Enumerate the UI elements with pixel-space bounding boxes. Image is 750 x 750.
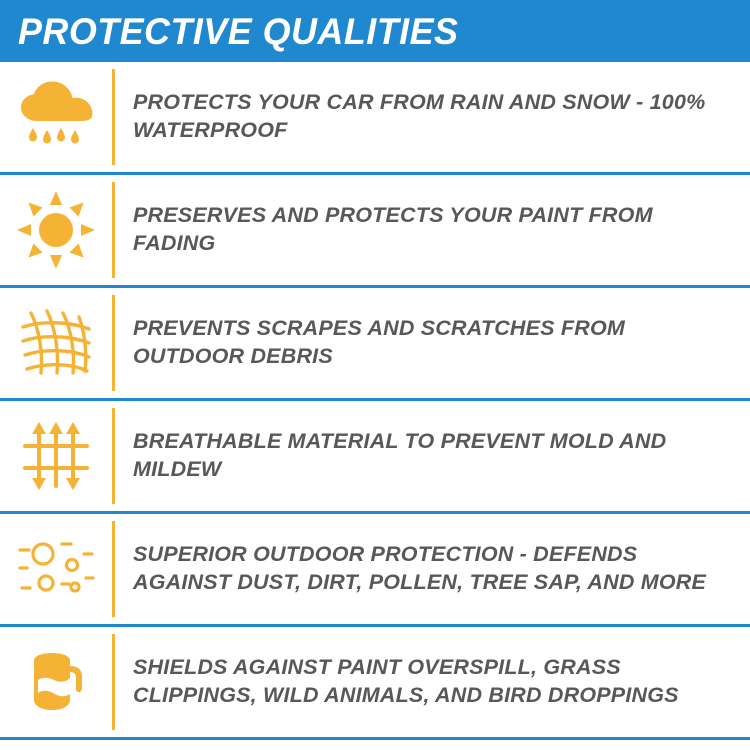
list-item-label: BREATHABLE MATERIAL TO PREVENT MOLD AND MILDEW bbox=[133, 429, 667, 481]
text-cell bbox=[115, 401, 750, 511]
rain-cloud-icon bbox=[17, 81, 95, 153]
icon-cell bbox=[0, 514, 112, 624]
icon-cell bbox=[0, 288, 112, 398]
icon-cell bbox=[0, 401, 112, 511]
text-cell bbox=[115, 288, 750, 398]
header-banner bbox=[0, 0, 750, 62]
text-cell bbox=[115, 175, 750, 285]
list-item bbox=[0, 627, 750, 740]
scratch-net-icon bbox=[17, 307, 95, 379]
text-cell bbox=[115, 62, 750, 172]
list-item bbox=[0, 401, 750, 514]
icon-cell bbox=[0, 175, 112, 285]
paint-can-icon bbox=[20, 646, 92, 718]
list-item bbox=[0, 288, 750, 401]
list-item-label: PROTECTS YOUR CAR FROM RAIN AND SNOW - 100% WATERPROOF bbox=[133, 90, 706, 142]
page-title: PROTECTIVE QUALITIES bbox=[18, 10, 459, 52]
dust-particles-icon bbox=[16, 538, 96, 600]
feature-list bbox=[0, 62, 750, 740]
list-item-label: PREVENTS SCRAPES AND SCRATCHES FROM OUTDOOR DEBRIS bbox=[133, 316, 625, 368]
text-cell bbox=[115, 627, 750, 737]
footer-spacer bbox=[0, 740, 750, 750]
icon-cell bbox=[0, 62, 112, 172]
icon-cell bbox=[0, 627, 112, 737]
list-item bbox=[0, 514, 750, 627]
breathable-airflow-icon bbox=[17, 420, 95, 492]
list-item bbox=[0, 62, 750, 175]
list-item bbox=[0, 175, 750, 288]
list-item-label: SHIELDS AGAINST PAINT OVERSPILL, GRASS CLIPPINGS, WILD ANIMALS, AND BIRD DROPPINGS bbox=[133, 655, 679, 707]
sun-icon bbox=[17, 191, 95, 269]
list-item-label: SUPERIOR OUTDOOR PROTECTION - DEFENDS AGAINST DUST, DIRT, POLLEN, TREE SAP, AND MORE bbox=[133, 542, 707, 594]
list-item-label: PRESERVES AND PROTECTS YOUR PAINT FROM FADING bbox=[133, 203, 653, 255]
text-cell bbox=[115, 514, 750, 624]
